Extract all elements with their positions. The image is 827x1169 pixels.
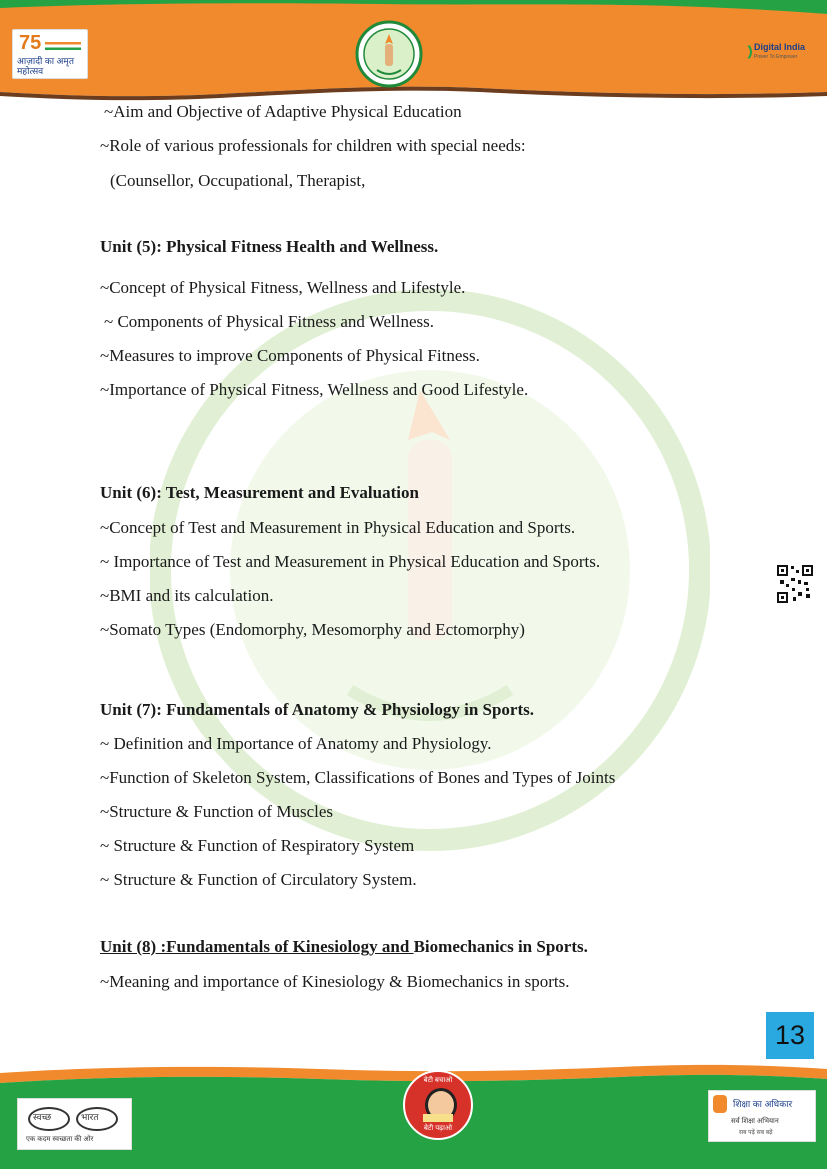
unit-6-heading: Unit (6): Test, Measurement and Evaluation <box>100 483 419 502</box>
content-line-15: ~ Definition and Importance of Anatomy and Physiology. <box>100 734 492 753</box>
bharat-word: भारत <box>81 1112 99 1122</box>
digital-india-text: Digital India <box>754 42 806 52</box>
beti-bachao-logo <box>403 1070 473 1140</box>
content-line-16: ~Function of Skeleton System, Classifications of Bones and Types of Joints <box>100 768 616 787</box>
qr-code-icon <box>776 564 814 604</box>
child-reading-icon <box>713 1095 727 1113</box>
unit-5-heading: Unit (5): Physical Fitness Health and Wellness. <box>100 237 439 256</box>
content-line-11: ~ Importance of Test and Measurement in Physical Education and Sports. <box>100 552 601 571</box>
digital-india-logo <box>732 40 806 68</box>
content-line-10: ~Concept of Test and Measurement in Physical Education and Sports. <box>100 518 576 537</box>
beti-bachao-bottom: बेटी पढ़ाओ <box>423 1125 453 1132</box>
page-number: 13 <box>766 1012 814 1059</box>
unit-8-heading-rest: Biomechanics in Sports. <box>413 937 588 956</box>
content-line-5: ~Concept of Physical Fitness, Wellness and Lifestyle. <box>100 278 466 297</box>
content-line-21: ~Meaning and importance of Kinesiology & Biomechanics in sports. <box>100 972 570 991</box>
unit-8-heading <box>100 936 588 958</box>
azadi-logo-text: आज़ादी का अमृत महोत्सव <box>17 56 74 76</box>
shiksha-title: शिक्षा का अधिकार <box>733 1099 793 1109</box>
shiksha-adhikar-logo <box>708 1090 816 1142</box>
hbse-seal-icon <box>355 20 423 88</box>
shiksha-line-2: सब पढ़ें सब बढ़ें <box>739 1130 773 1136</box>
content-line-8: ~Importance of Physical Fitness, Wellness and Good Lifestyle. <box>100 380 529 399</box>
content-line-19: ~ Structure & Function of Circulatory System. <box>100 870 417 889</box>
content-line-6: ~ Components of Physical Fitness and Wellness. <box>104 312 435 331</box>
book-icon <box>423 1114 453 1122</box>
digital-india-icon <box>732 42 752 62</box>
swachh-word: स्वच्छ <box>33 1112 52 1122</box>
content-line-12: ~BMI and its calculation. <box>100 586 274 605</box>
beti-bachao-top: बेटी बचाओ <box>423 1077 453 1084</box>
flag-stripes-icon <box>45 42 81 50</box>
content-line-17: ~Structure & Function of Muscles <box>100 802 334 821</box>
content-line-18: ~ Structure & Function of Respiratory System <box>100 836 415 855</box>
swachh-tagline: एक कदम स्वच्छता की ओर <box>26 1136 94 1143</box>
content-line-3: (Counsellor, Occupational, Therapist, <box>110 171 366 190</box>
content-line-1: ~Aim and Objective of Adaptive Physical Education <box>104 102 462 121</box>
unit-8-heading-underlined: Unit (8) :Fundamentals of Kinesiology and <box>100 937 414 956</box>
azadi-logo <box>12 29 88 79</box>
unit-7-heading: Unit (7): Fundamentals of Anatomy & Physiology in Sports. <box>100 700 535 719</box>
digital-india-tagline: Power To Empower <box>754 54 798 60</box>
azadi-logo-number: 75 <box>19 32 42 54</box>
content-line-13: ~Somato Types (Endomorphy, Mesomorphy and Ectomorphy) <box>100 620 525 639</box>
content-line-7: ~Measures to improve Components of Physical Fitness. <box>100 346 480 365</box>
content-line-2: ~Role of various professionals for children with special needs: <box>100 136 526 155</box>
swachh-bharat-logo <box>17 1098 132 1150</box>
shiksha-line-1: सर्व शिक्षा अभियान <box>731 1118 779 1125</box>
